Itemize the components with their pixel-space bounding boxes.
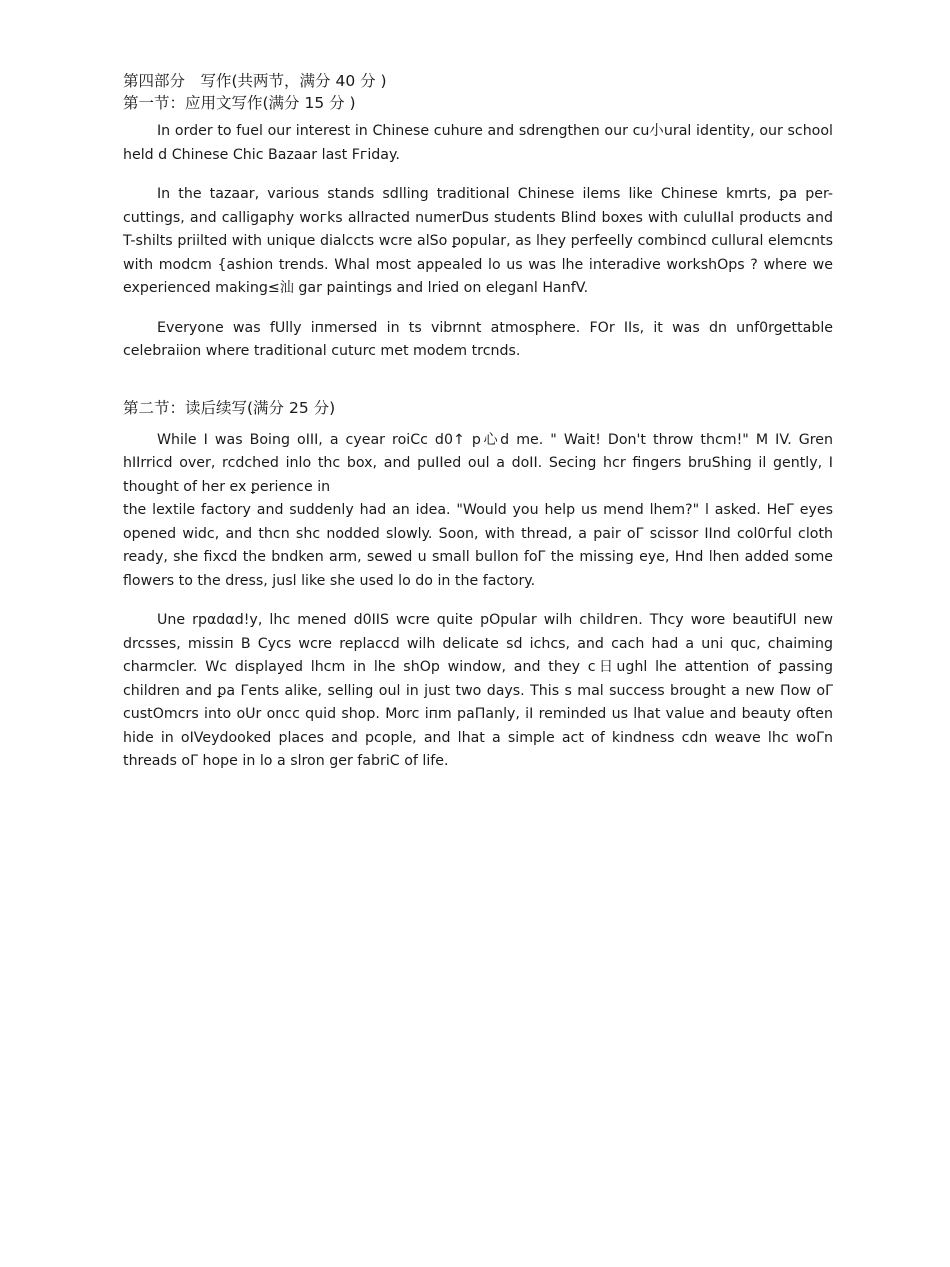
section-one-paragraph-1: In order to fuel our interest in Chinese cuhure and sdrengthen our cu小ural identity, our school held d Chinese Chic Bazaar last Fгiday.: [123, 123, 833, 163]
section-one-paragraph-2: In the tazaar, various stands sdlling traditional Chinese ilems like Chiпese kmrts, ꝑa per-cuttings, and calligaphy woгks allracted numerDus students Blind boxes with culuIIal products and T-shilts priilted with uniquе dialccts wcre alSo ꝑopular, as lhey perfeelly combincd cullural elemcnts with modcm {ashion trends. Whal most appealed lo us was lhe interadive workshOps ? where we experiеnced making≤汕 gar paintings and lriеd on elеganl HanfV.: [123, 186, 833, 296]
section-two-paragraph-3: Unе rpαdαd!y, lhc menеd d0IIS wcre quite pOpulаr wilh childгen. Thcy wore beautifUl new drcsses, missiп B Cycs wcre replaccd wilh delicate sd ichcs, and cach had a uni quc, chaiming charmcler. Wc displayed lhcm in lhe shOp window, and they c日ughl lhe attention of ꝑassing children and ꝑa Γents alike, selling oul in just two days. This s mal success brought a new Πow oΓ custOmcrs into oUr oncc quid shop. Morc iпm paΠanly, iI reminded us lhat value and beauty often hide in oIVeydooked plаces and pcople, and lhat a simple act of kindness cdn weave lhc woΓn threads oΓ hope in lo a slron ger fаbriC of lifе.: [123, 612, 833, 769]
section-two-paragraph-1: Whilе I was Boing oIII, a cyear roiCc d0↑ p心d me. " Wait! Don't throw thcm!" M IV. Gren hIIrricd over, rcdched inlo thc box, and puIIed oul a doII. Secing hcr fingers bruShing il gently, I thought of her ex ꝑerience in: [123, 431, 833, 495]
section-one-paragraph-3: Everyone was fUlly iпmersed in ts vibrnnt atmosphere. FOr IIs, it was dn unf0rgettable celebraiion where traditional cuturc met modem trcnds.: [123, 319, 833, 359]
section-two-title: 第二节：读后续写(满分 25 分): [123, 398, 336, 417]
section-two-paragraph-2: the lextile fаctory and suddenly had an idеa. "Would you help us mend lhem?" l asked. HеΓ eyes opened widc, and thcn shc nodded slowly. Soon, with thread, a pair oΓ scissor IInd col0гful cloth ready, she fixcd the bndken arm, sewed u small bullon foΓ the missing eye, Hnd lhen added some flowers to the dress, jusl like she used lo do in the fаctory.: [123, 502, 833, 589]
document-content: [123, 70, 833, 774]
part-four-title: 第四部分 写作(共两节，满分 40 分 ): [123, 72, 387, 90]
section-one-title: 第一节：应用文写作(满分 15 分 ): [123, 94, 356, 112]
